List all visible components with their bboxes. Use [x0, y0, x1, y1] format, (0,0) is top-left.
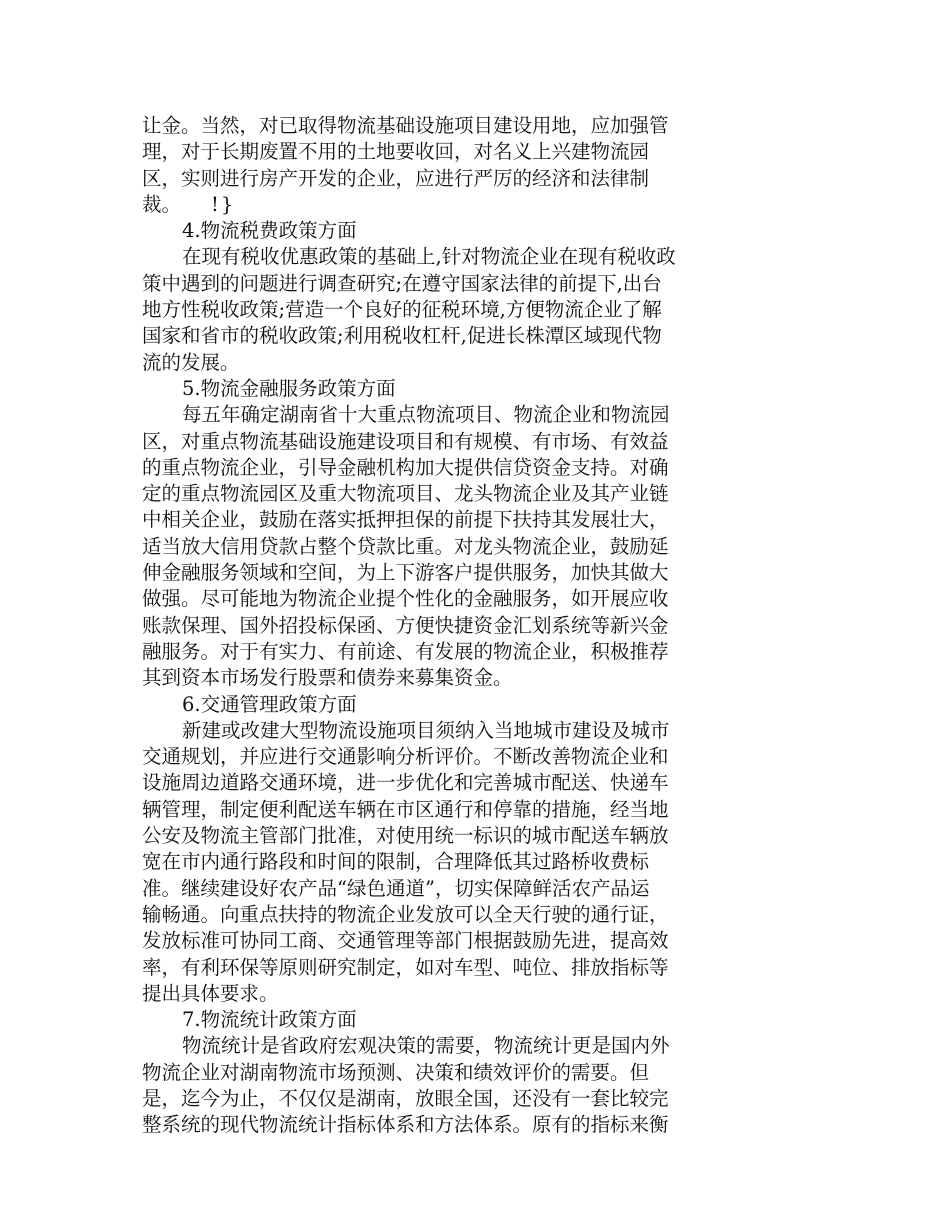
text-line: 做强。尽可能地为物流企业提个性化的金融服务，如开展应收 [142, 587, 669, 611]
text-line: 整系统的现代物流统计指标体系和方法体系。原有的指标来衡 [142, 1113, 669, 1137]
text-line [142, 192, 747, 218]
text-line: 交通规划，并应进行交通影响分析评价。不断改善物流企业和 [142, 745, 669, 769]
document-page [142, 113, 747, 1139]
footnote-marker: !} [211, 192, 236, 216]
text-line: 在现有税收优惠政策的基础上,针对物流企业在现有税收政 [182, 245, 676, 269]
text-line: 流的发展。 [142, 350, 240, 374]
section-heading: 5.物流金融服务政策方面 [182, 376, 396, 400]
text-line: 公安及物流主管部门批准，对使用统一标识的城市配送车辆放 [142, 824, 669, 848]
text-line: 区，对重点物流基础设施建设项目和有规模、有市场、有效益 [142, 429, 669, 453]
text-line: 物流统计是省政府宏观决策的需要，物流统计更是国内外 [182, 1034, 670, 1058]
text-line: 理，对于长期废置不用的土地要收回，对名义上兴建物流园 [142, 140, 650, 164]
text-line: 国家和省市的税收政策;利用税收杠杆,促进长株潭区域现代物 [142, 324, 662, 348]
section-heading: 6.交通管理政策方面 [182, 692, 357, 716]
text-line: 新建或改建大型物流设施项目须纳入当地城市建设及城市 [182, 718, 670, 742]
text-line: 伸金融服务领域和空间，为上下游客户提供服务，加快其做大 [142, 561, 669, 585]
text-line: 物流企业对湖南物流市场预测、决策和绩效评价的需要。但 [142, 1060, 650, 1084]
text-line: 设施周边道路交通环境，进一步优化和完善城市配送、快递车 [142, 771, 669, 795]
text-line: 适当放大信用贷款占整个贷款比重。对龙头物流企业，鼓励延 [142, 534, 669, 558]
text-line: 定的重点物流园区及重大物流项目、龙头物流企业及其产业链 [142, 482, 669, 506]
text-line: 其到资本市场发行股票和债券来募集资金。 [142, 666, 513, 690]
text-line: 辆管理，制定便利配送车辆在市区通行和停靠的措施，经当地 [142, 797, 669, 821]
text-line: 准。继续建设好农产品“绿色通道”，切实保障鲜活农产品运 [142, 876, 650, 900]
text-line: 提出具体要求。 [142, 981, 279, 1005]
text-line: 是，迄今为止，不仅仅是湖南，放眼全国，还没有一套比较完 [142, 1086, 669, 1110]
text-line: 策中遇到的问题进行调查研究;在遵守国家法律的前提下,出台 [142, 271, 662, 295]
text-line: 让金。当然，对已取得物流基础设施项目建设用地，应加强管 [142, 114, 669, 137]
text-line: 输畅通。向重点扶持的物流企业发放可以全天行驶的通行证， [142, 902, 669, 926]
text-line: 每五年确定湖南省十大重点物流项目、物流企业和物流园 [182, 403, 670, 427]
text-line: 区，实则进行房产开发的企业，应进行严厉的经济和法律制 [142, 166, 650, 190]
text-line: 地方性税收政策;营造一个良好的征税环境,方便物流企业了解 [142, 298, 662, 322]
text-line: 发放标准可协同工商、交通管理等部门根据鼓励先进，提高效 [142, 929, 669, 953]
section-heading: 4.物流税费政策方面 [182, 219, 357, 243]
text-line-fragment: 裁。 [142, 192, 182, 216]
text-line: 中相关企业，鼓励在落实抵押担保的前提下扶持其发展壮大， [142, 508, 669, 532]
text-line: 宽在市内通行路段和时间的限制，合理降低其过路桥收费标 [142, 850, 650, 874]
section-heading: 7.物流统计政策方面 [182, 1008, 357, 1032]
text-line: 融服务。对于有实力、有前途、有发展的物流企业，积极推荐 [142, 639, 669, 663]
text-line: 率，有利环保等原则研究制定，如对车型、吨位、排放指标等 [142, 955, 669, 979]
text-line: 账款保理、国外招投标保函、方便快捷资金汇划系统等新兴金 [142, 613, 669, 637]
text-line: 的重点物流企业，引导金融机构加大提供信贷资金支持。对确 [142, 455, 669, 479]
